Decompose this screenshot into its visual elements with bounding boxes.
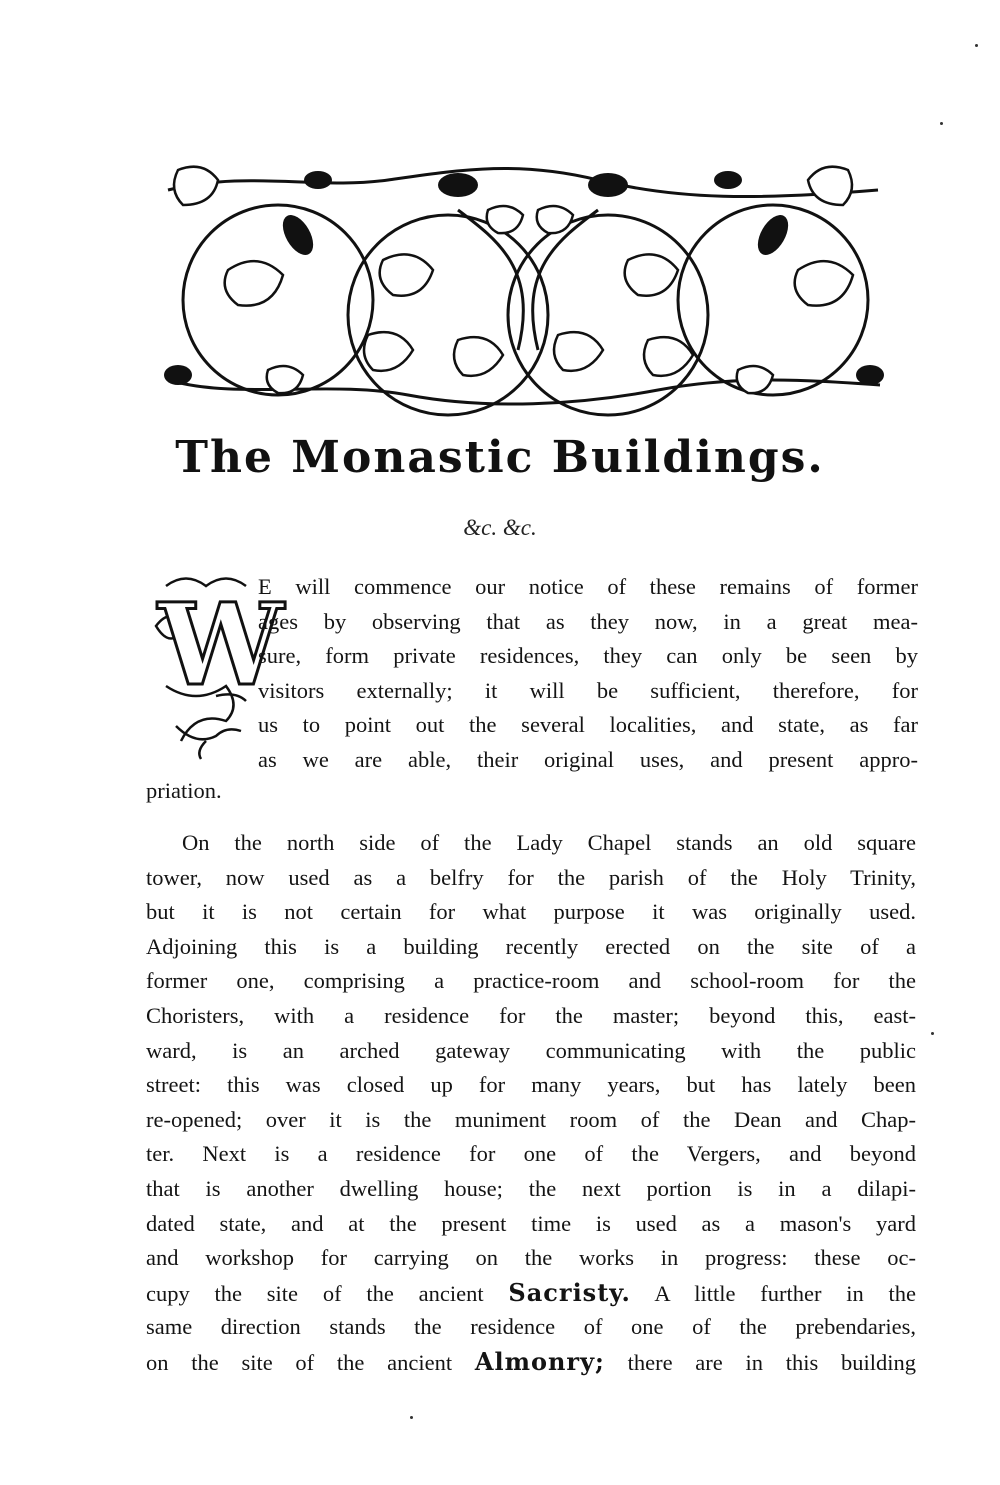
scan-speck — [940, 122, 943, 125]
dropcap-flourish — [176, 726, 241, 739]
paragraph-1-line: as we are able, their original uses, and present appro- — [258, 746, 918, 772]
page-subtitle: &c. &c. — [463, 515, 537, 540]
ornament-bud — [277, 210, 320, 260]
paragraph-2-line: tower, now used as a belfry for the parish of the Holy Trinity, — [146, 864, 916, 890]
scan-speck — [975, 44, 978, 47]
dropcap-letter: W — [158, 580, 284, 711]
illuminated-dropcap — [146, 566, 284, 761]
paragraph-2-line: former one, comprising a practice-room and school-room for the — [146, 968, 916, 994]
ornament-bud — [438, 173, 478, 197]
dropcap-flourish — [199, 741, 206, 759]
paragraph-2-line: Choristers, with a residence for the master; beyond this, east- — [146, 1002, 916, 1028]
ornament-ring — [348, 215, 548, 415]
ornament-bud — [714, 171, 742, 189]
paragraph-2-line: but it is not certain for what purpose it was originally used. — [146, 899, 916, 925]
blackletter-term-sacristy: Sacristy. — [508, 1277, 631, 1307]
paragraph-2-line: that is another dwelling house; the next portion is in a dilapi- — [146, 1175, 916, 1201]
paragraph-2-line: On the north side of the Lady Chapel stands an old square — [182, 830, 916, 855]
ornament-bud — [856, 365, 884, 385]
ornament-leaf — [364, 332, 413, 371]
ornament-vine — [168, 168, 878, 196]
text-segment: on the site of the ancient — [146, 1349, 453, 1375]
paragraph-2-line: same direction stands the residence of one of the prebendaries, — [146, 1314, 916, 1340]
ornament-leaf — [487, 206, 523, 233]
paragraph-2-line-sacristy — [146, 1276, 916, 1311]
paragraph-2 — [146, 826, 916, 1380]
ornament-bud — [164, 365, 192, 385]
paragraph-1-line: ages by observing that as they now, in a great mea- — [258, 608, 918, 634]
ornament-leaf — [808, 167, 852, 205]
text-segment: cupy the site of the ancient — [146, 1280, 484, 1306]
ornament-bud — [752, 210, 795, 260]
paragraph-2-line: re-opened; over it is the muniment room of the Dean and Chap- — [146, 1106, 916, 1132]
text-segment: A little further in the — [654, 1280, 917, 1306]
ornament-leaf — [454, 337, 503, 376]
ornament-leaf — [380, 254, 433, 295]
ornament-leaf — [625, 254, 678, 295]
ornament-leaf — [174, 167, 218, 205]
floral-headpiece-ornament — [158, 150, 890, 412]
ornament-leaf — [554, 332, 603, 371]
paragraph-1-line: us to point out the several localities, and state, as far — [258, 712, 918, 738]
scan-speck — [410, 1416, 413, 1419]
paragraph-2-line: Adjoining this is a building recently erected on the site of a — [146, 933, 916, 959]
paragraph-1-line: E will commence our notice of these remains of former — [258, 574, 918, 599]
page-title: The Monastic Buildings. — [175, 432, 825, 483]
ornament-bud — [304, 171, 332, 189]
paragraph-2-line: dated state, and at the present time is used as a mason's yard — [146, 1210, 916, 1236]
paragraph-2-line: ward, is an arched gateway communicating with the public — [146, 1037, 916, 1063]
ornament-leaf — [537, 206, 573, 233]
paragraph-2-line: ter. Next is a residence for one of the Vergers, and beyond — [146, 1141, 916, 1167]
blackletter-term-almonry: Almonry; — [474, 1346, 605, 1376]
text-segment: there are in this building — [627, 1349, 916, 1375]
paragraph-2-line-almonry — [146, 1345, 916, 1380]
ornament-leaf — [225, 261, 283, 306]
paragraph-1-line: sure, form private residences, they can only be seen by — [258, 643, 918, 669]
scan-speck — [931, 1032, 934, 1035]
paragraph-1 — [258, 570, 918, 778]
paragraph-1-line: visitors externally; it will be sufficient, therefore, for — [258, 677, 918, 703]
paragraph-2-line: and workshop for carrying on the works in progress: these oc- — [146, 1245, 916, 1271]
ornament-leaf — [644, 337, 693, 376]
paragraph-2-line: street: this was closed up for many years, but has lately been — [146, 1072, 916, 1098]
paragraph-1-last-line: priation. — [146, 778, 222, 803]
ornament-leaf — [737, 366, 773, 393]
ornament-leaf — [795, 261, 853, 306]
ornament-bud — [588, 173, 628, 197]
